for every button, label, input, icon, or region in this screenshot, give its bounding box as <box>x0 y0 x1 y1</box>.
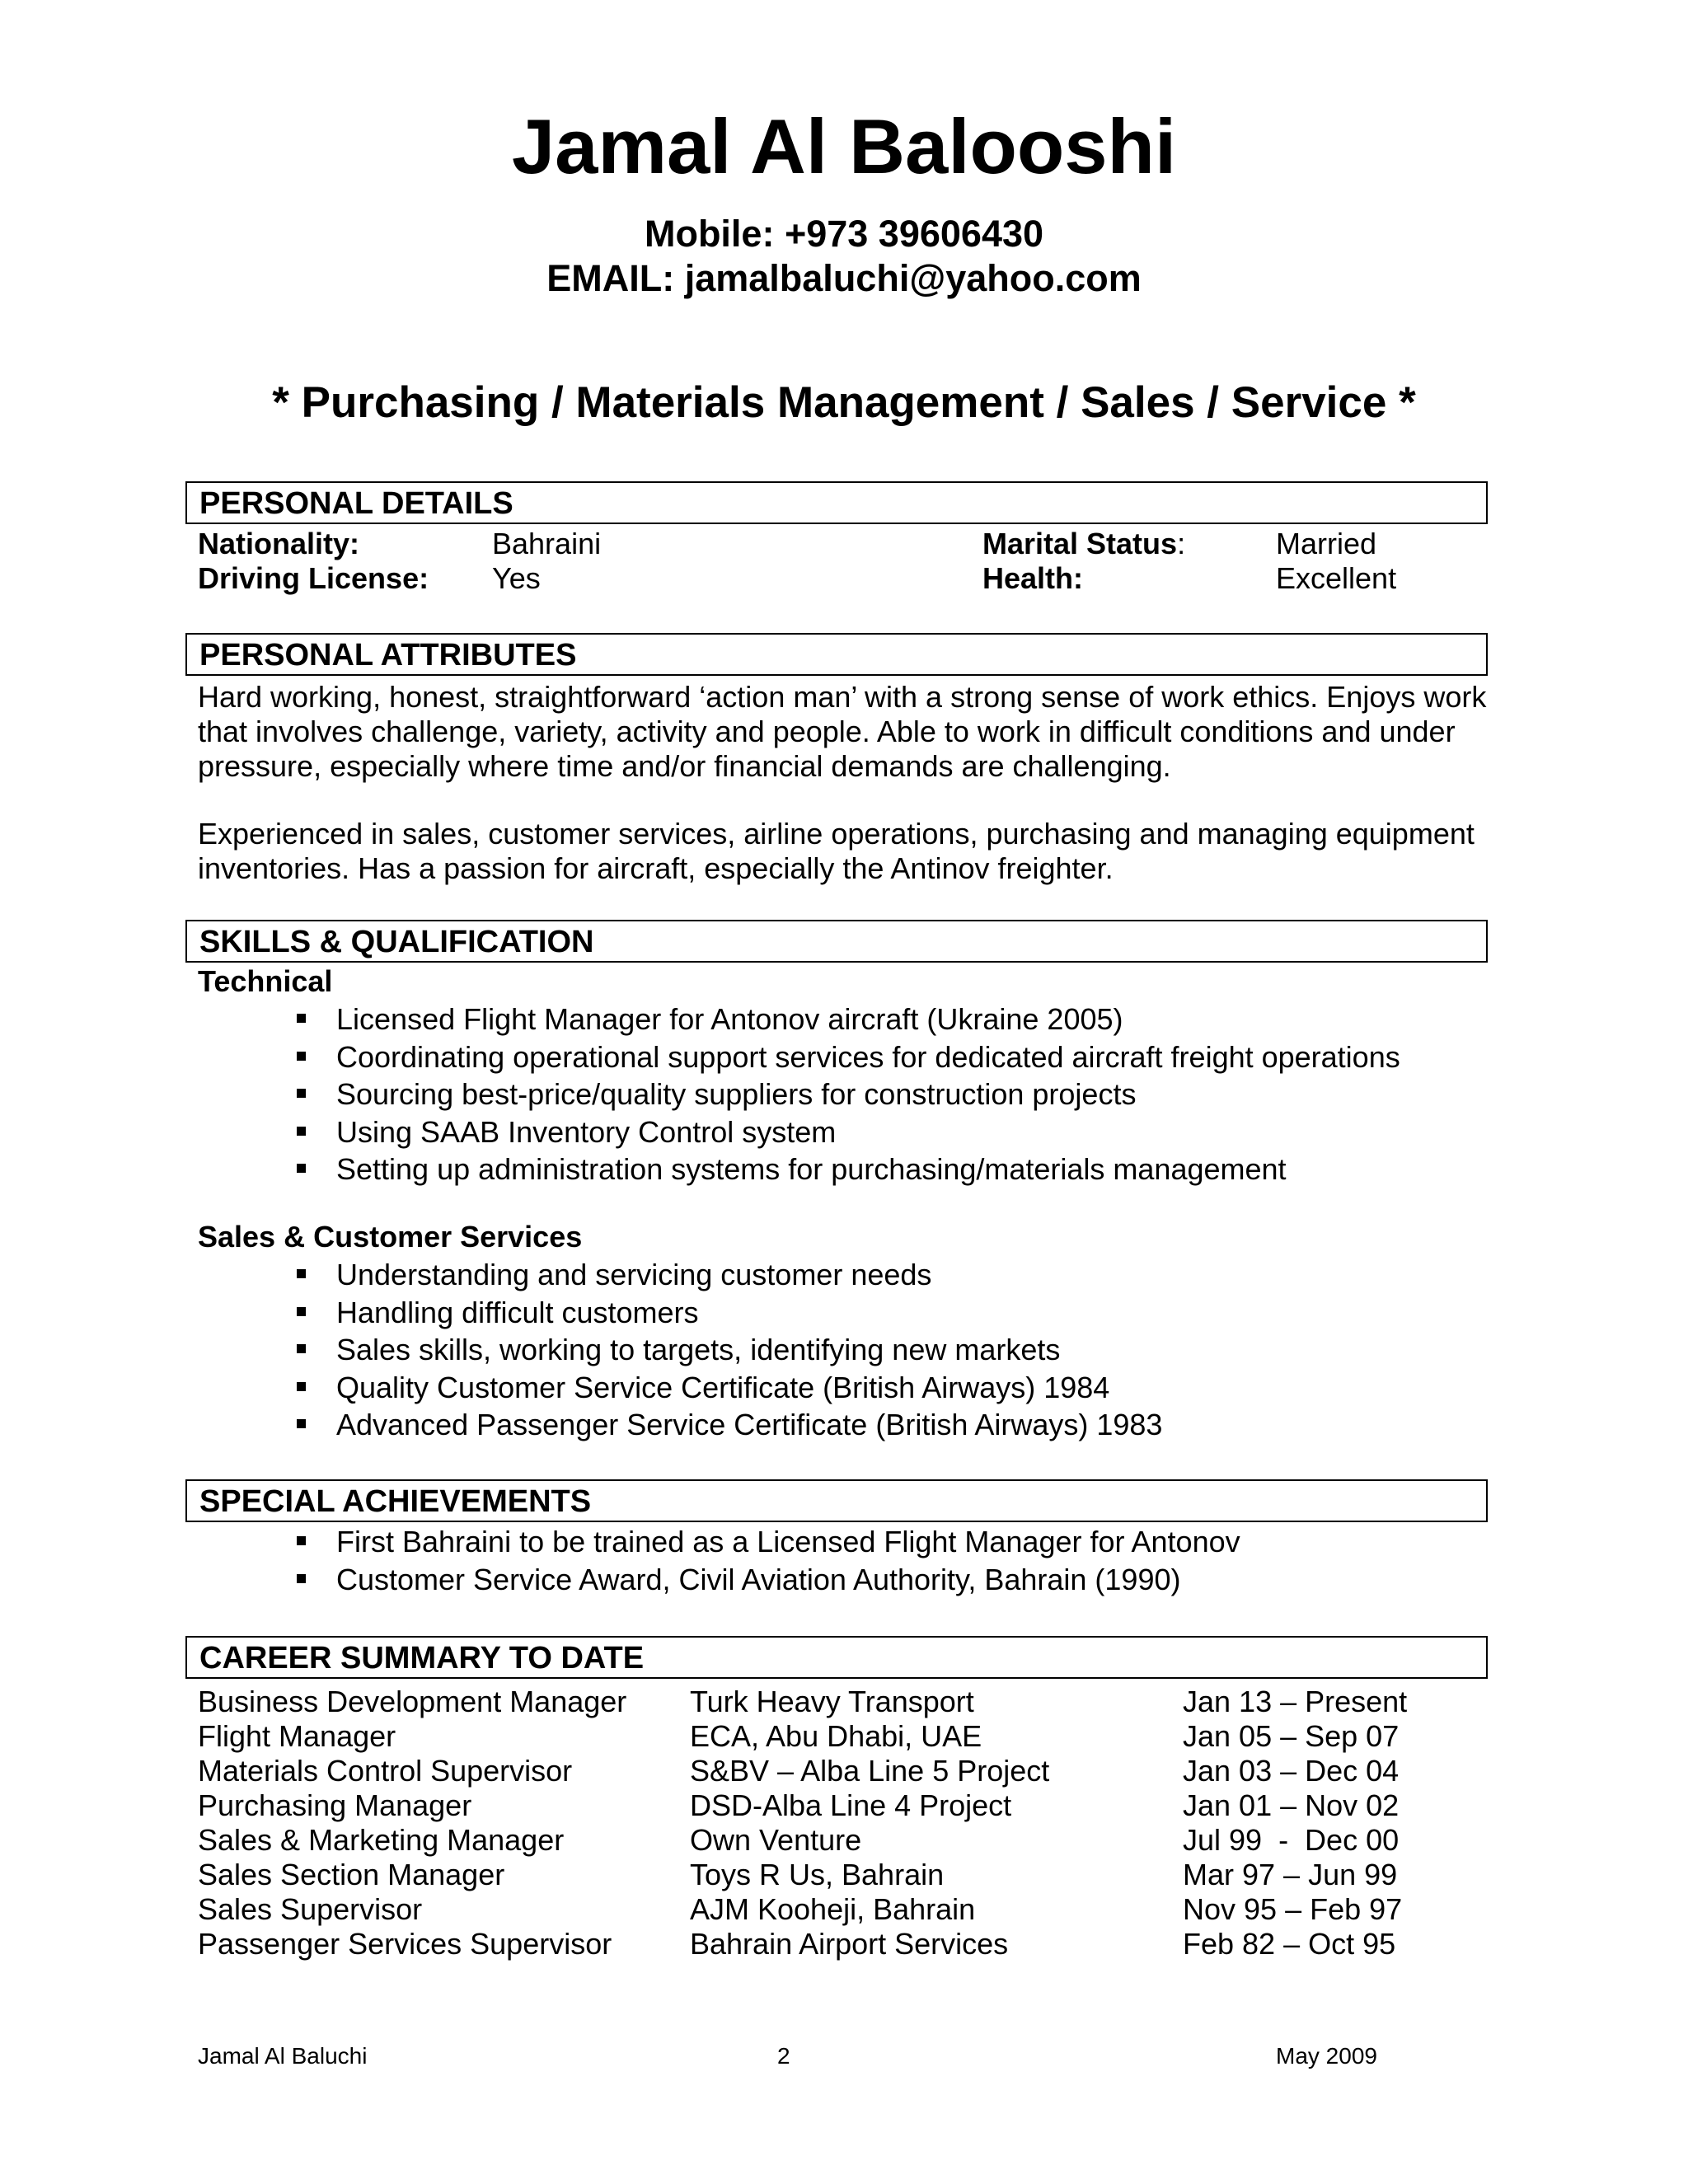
employer: DSD-Alba Line 4 Project <box>690 1788 1012 1822</box>
job-title: Sales & Marketing Manager <box>198 1823 565 1857</box>
list-item: Setting up administration systems for purchasing/materials management <box>297 1151 1400 1188</box>
list-item: Coordinating operational support services for dedicated aircraft freight operations <box>297 1038 1400 1076</box>
list-item: Handling difficult customers <box>297 1294 1162 1332</box>
employment-dates: Jan 05 – Sep 07 <box>1183 1719 1400 1753</box>
employer: ECA, Abu Dhabi, UAE <box>690 1719 982 1753</box>
health-label: Health: <box>982 561 1084 595</box>
section-personal-attributes <box>185 633 1488 676</box>
section-skills <box>185 920 1488 963</box>
section-heading: CAREER SUMMARY TO DATE <box>199 1641 645 1675</box>
list-item: First Bahraini to be trained as a Licensed Flight Manager for Antonov <box>297 1523 1240 1561</box>
technical-skills-list <box>297 1001 1400 1188</box>
marital-status-label: Marital Status: <box>982 527 1186 560</box>
list-item: Sales skills, working to targets, identifying new markets <box>297 1331 1162 1369</box>
section-achievements <box>185 1479 1488 1522</box>
job-title: Passenger Services Supervisor <box>198 1927 612 1961</box>
employment-dates: Jul 99 - Dec 00 <box>1183 1823 1400 1857</box>
achievements-list <box>297 1523 1240 1598</box>
list-item: Customer Service Award, Civil Aviation Authority, Bahrain (1990) <box>297 1561 1240 1599</box>
employer: AJM Kooheji, Bahrain <box>690 1892 976 1926</box>
employer: S&BV – Alba Line 5 Project <box>690 1754 1050 1788</box>
driving-license-value: Yes <box>492 561 541 595</box>
experience-paragraph: Experienced in sales, customer services, airline operations, purchasing and managing equipment inventories. Has a passion for aircraft, especially the Antinov freighter. <box>198 817 1475 885</box>
section-heading: SPECIAL ACHIEVEMENTS <box>199 1484 592 1519</box>
section-heading: PERSONAL ATTRIBUTES <box>199 638 577 673</box>
footer-author: Jamal Al Baluchi <box>198 2043 368 2069</box>
nationality-value: Bahraini <box>492 527 602 560</box>
technical-subheading: Technical <box>198 964 333 998</box>
page-number: 2 <box>777 2043 790 2069</box>
employment-dates: Mar 97 – Jun 99 <box>1183 1858 1398 1891</box>
employer: Bahrain Airport Services <box>690 1927 1009 1961</box>
list-item: Using SAAB Inventory Control system <box>297 1113 1400 1151</box>
marital-status-value: Married <box>1276 527 1377 560</box>
employment-dates: Jan 01 – Nov 02 <box>1183 1788 1400 1822</box>
email-address: EMAIL: jamalbaluchi@yahoo.com <box>546 257 1142 299</box>
section-career-summary <box>185 1636 1488 1679</box>
section-personal-details <box>185 481 1488 524</box>
job-title: Sales Supervisor <box>198 1892 423 1926</box>
sales-skills-list <box>297 1256 1162 1444</box>
sales-subheading: Sales & Customer Services <box>198 1220 583 1254</box>
footer-date: May 2009 <box>1276 2043 1377 2069</box>
list-item: Advanced Passenger Service Certificate (British Airways) 1983 <box>297 1406 1162 1444</box>
career-tagline: * Purchasing / Materials Management / Sales / Service * <box>272 378 1416 427</box>
nationality-label: Nationality: <box>198 527 360 560</box>
employment-dates: Nov 95 – Feb 97 <box>1183 1892 1403 1926</box>
job-title: Materials Control Supervisor <box>198 1754 573 1788</box>
driving-license-label: Driving License: <box>198 561 429 595</box>
job-title: Business Development Manager <box>198 1685 627 1718</box>
employer: Toys R Us, Bahrain <box>690 1858 945 1891</box>
employment-dates: Feb 82 – Oct 95 <box>1183 1927 1396 1961</box>
candidate-name: Jamal Al Balooshi <box>511 103 1177 190</box>
employer: Own Venture <box>690 1823 862 1857</box>
section-heading: PERSONAL DETAILS <box>199 486 513 521</box>
employer: Turk Heavy Transport <box>690 1685 974 1718</box>
employment-dates: Jan 03 – Dec 04 <box>1183 1754 1400 1788</box>
employment-dates: Jan 13 – Present <box>1183 1685 1408 1718</box>
list-item: Understanding and servicing customer needs <box>297 1256 1162 1294</box>
health-value: Excellent <box>1276 561 1397 595</box>
list-item: Quality Customer Service Certificate (British Airways) 1984 <box>297 1369 1162 1407</box>
job-title: Purchasing Manager <box>198 1788 472 1822</box>
list-item: Sourcing best-price/quality suppliers for construction projects <box>297 1076 1400 1113</box>
job-title: Flight Manager <box>198 1719 396 1753</box>
list-item: Licensed Flight Manager for Antonov aircraft (Ukraine 2005) <box>297 1001 1400 1038</box>
job-title: Sales Section Manager <box>198 1858 505 1891</box>
section-heading: SKILLS & QUALIFICATION <box>199 925 594 959</box>
attributes-paragraph: Hard working, honest, straightforward ‘action man’ with a strong sense of work ethics. Enjoys work that involves challenge, variety, activity and people. Able to work in difficult conditions and under pressure, especially where time and/or financial demands are challenging. <box>198 680 1487 783</box>
mobile-number: Mobile: +973 39606430 <box>644 213 1044 255</box>
